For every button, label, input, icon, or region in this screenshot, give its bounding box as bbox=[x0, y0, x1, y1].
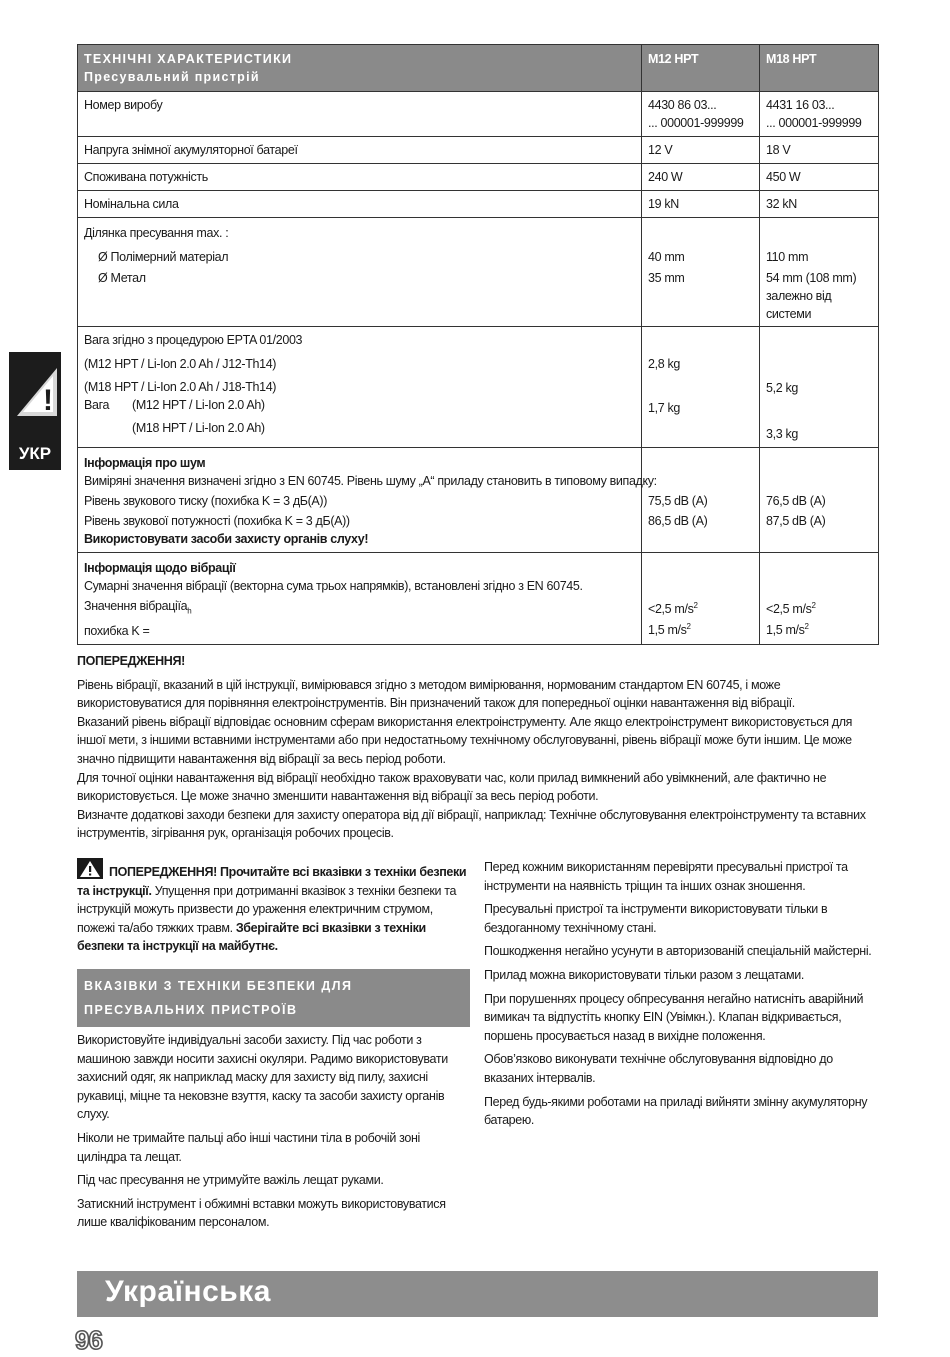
table-row bbox=[78, 92, 879, 137]
vibration-warning bbox=[77, 652, 877, 843]
m18-value: 87,5 dB (A) bbox=[766, 514, 826, 528]
m18-value: 4431 16 03... bbox=[766, 98, 835, 112]
list-item: Пресувальні пристрої та інструменти використовувати тільки в бездоганному технічному стані. bbox=[484, 902, 828, 935]
warning-triangle-icon bbox=[11, 360, 59, 420]
list-item: При порушеннях процесу обпресування негайно натисніть аварійний вимикач та відпустіть кнопку EIN (Увімкн.). Клапан відкривається, поршень просувається назад в вихідне положення. bbox=[484, 991, 864, 1043]
exponent: 2 bbox=[686, 622, 691, 632]
row-sublabel: Ø Полімерний матеріал bbox=[98, 250, 229, 264]
m18-value: <2,5 m/s bbox=[766, 602, 812, 617]
warning-text: Упущення при дотриманні вказівок з техніки безпеки та інструкцій можуть призвести до ураження електричним струмом, пожежі та/або тяжких травм. bbox=[77, 883, 457, 935]
warning-paragraph: Визначте додаткові заходи безпеки для захисту оператора від дії вібрації, наприклад: Технічне обслуговування електроінструменту та вставних інструментів, зігрівання рук, організація робочих процесів. bbox=[77, 807, 866, 841]
noise-intro: Виміряні значення визначені згідно з EN 60745. Рівень шуму „A“ приладу становить в типовому випадку: bbox=[84, 474, 657, 488]
row-sublabel: Значення вібраціїa bbox=[84, 599, 188, 613]
warning-paragraph: Рівень вібрації, вказаний в цій інструкції, вимірювався згідно з методом вимірювання, нормованим стандартом EN 60745, і може використовуватися для порівняння електроінструментів. Він призначений також для попередньої оцінки навантаження від вібрації. bbox=[77, 677, 795, 711]
row-sublabel: Ø Метал bbox=[98, 271, 146, 285]
list-item: Перед будь-якими роботами на приладі вийняти змінну акумуляторну батарею. bbox=[484, 1094, 868, 1128]
m12-value: <2,5 m/s bbox=[648, 602, 694, 617]
m12-value: 12 V bbox=[648, 143, 673, 157]
row-label: Споживана потужність bbox=[84, 170, 208, 184]
warning-icon bbox=[77, 858, 103, 879]
list-item: Перед кожним використанням перевіряти пресувальні пристрої та інструменти на наявність тріщин та інших ознак зношення. bbox=[484, 860, 848, 893]
warning-paragraph: Для точної оцінки навантаження від вібрації необхідно також враховувати час, коли прилад вимкнений або увімкнений, але фактично не використовується. Це може значно зменшити навантаження від вібрації за весь період роботи. bbox=[77, 770, 827, 804]
m12-value: 86,5 dB (A) bbox=[648, 514, 708, 528]
m12-value: 2,8 kg bbox=[648, 357, 680, 371]
m18-value: 32 kN bbox=[766, 197, 797, 211]
row-sublabel: Вага bbox=[84, 398, 110, 412]
list-item: Використовуйте індивідуальні засоби захисту. Під час роботи з машиною завжди носити захисні окуляри. Радимо використовувати захисний одяг, як наприклад маску для захисту від пилу, захисні рукавиці, міцне та нековзне взуття, каску та засоби захисту органів слуху. bbox=[77, 1032, 448, 1122]
list-item: Прилад можна використовувати тільки разом з лещатами. bbox=[484, 967, 804, 982]
row-sublabel: похибка K = bbox=[84, 623, 150, 638]
m12-value: 19 kN bbox=[648, 197, 679, 211]
subscript: h bbox=[187, 606, 192, 616]
row-sublabel: Рівень звукового тиску (похибка K = 3 дБ(A)) bbox=[84, 494, 328, 508]
row-label: Напруга знімної акумуляторної батареї bbox=[84, 143, 298, 157]
warning-paragraph: Вказаний рівень вібрації відповідає основним сферам використання електроінструменту. Але якщо електроінструмент використовується для іншої мети, з іншими вставними інструментами або при недостатньому технічному обслуговуванні, рівень вібрації може бути іншим. Це може значно підвищити навантаження від вібрації за весь період роботи. bbox=[77, 714, 853, 766]
m12-value: 1,7 kg bbox=[648, 401, 680, 415]
safety-right-column bbox=[484, 858, 876, 1135]
m18-value: 3,3 kg bbox=[766, 427, 798, 441]
row-label: Номер виробу bbox=[84, 98, 163, 112]
vibration-title: Інформація щодо вібрації bbox=[84, 561, 236, 575]
m12-value: 35 mm bbox=[648, 271, 685, 285]
table-header-row bbox=[78, 45, 879, 92]
page-number: 96 bbox=[75, 1325, 102, 1355]
exponent: 2 bbox=[811, 601, 816, 610]
m12-value: 1,5 m/s bbox=[648, 623, 687, 638]
list-item: Обов’язково виконувати технічне обслуговування відповідно до вказаних інтервалів. bbox=[484, 1052, 833, 1085]
language-side-tab bbox=[9, 352, 61, 470]
m18-value: системи bbox=[766, 307, 812, 321]
table-title: ТЕХНІЧНІ ХАРАКТЕРИСТИКИ bbox=[84, 52, 293, 66]
m18-value: 1,5 m/s bbox=[766, 623, 805, 638]
footer-title: Українська bbox=[105, 1275, 271, 1308]
m18-value: ... 000001-999999 bbox=[766, 116, 862, 130]
column-header-m18: M18 HPT bbox=[766, 52, 817, 66]
safety-left-column bbox=[77, 858, 470, 1237]
row-label: Вага згідно з процедурою EPTA 01/2003 bbox=[84, 333, 303, 347]
m12-value: 240 W bbox=[648, 170, 683, 184]
m18-value: 450 W bbox=[766, 170, 801, 184]
side-tab-label: УКР bbox=[18, 444, 52, 463]
m18-value: 18 V bbox=[766, 143, 791, 157]
table-subtitle: Пресувальний пристрій bbox=[84, 70, 260, 84]
warning-bold-text: ПОПЕРЕДЖЕННЯ! Прочитайте всі вказівки з техніки безпеки та інструкції. bbox=[77, 865, 467, 898]
row-label: Ділянка пресування max. : bbox=[84, 226, 229, 240]
table-row bbox=[78, 218, 879, 327]
warning-title: ПОПЕРЕДЖЕННЯ! bbox=[77, 654, 185, 668]
m12-value: ... 000001-999999 bbox=[648, 116, 744, 130]
vibration-intro: Сумарні значення вібрації (векторна сума трьох напрямків), встановлені згідно з EN 60745. bbox=[84, 579, 583, 593]
list-item: Ніколи не тримайте пальці або інші частини тіла в робочій зоні циліндра та лещат. bbox=[77, 1130, 420, 1164]
m18-value: 54 mm (108 mm) bbox=[766, 271, 857, 285]
noise-title: Інформація про шум bbox=[84, 456, 206, 470]
table-row bbox=[78, 137, 879, 164]
exponent: 2 bbox=[804, 622, 809, 632]
row-label: Номінальна сила bbox=[84, 197, 179, 211]
m12-value: 75,5 dB (A) bbox=[648, 494, 708, 508]
table-row bbox=[78, 191, 879, 218]
row-sublabel: (M18 HPT / Li-Ion 2.0 Ah / J18-Th14) bbox=[84, 380, 277, 394]
table-row bbox=[78, 448, 879, 553]
table-row bbox=[78, 553, 879, 645]
m12-value: 4430 86 03... bbox=[648, 98, 717, 112]
section-header: ВКАЗІВКИ З ТЕХНІКИ БЕЗПЕКИ ДЛЯ ПРЕСУВАЛЬНИХ ПРИСТРОЇВ bbox=[77, 969, 470, 1027]
row-sublabel: (M18 HPT / Li-Ion 2.0 Ah) bbox=[132, 421, 265, 435]
row-sublabel: Рівень звукової потужності (похибка K = 3 дБ(A)) bbox=[84, 514, 350, 528]
list-item: Під час пресування не утримуйте важіль лещат руками. bbox=[77, 1173, 384, 1188]
column-header-m12: M12 HPT bbox=[648, 52, 699, 66]
m18-value: 76,5 dB (A) bbox=[766, 494, 826, 508]
m18-value: 5,2 kg bbox=[766, 381, 798, 395]
m12-value: 40 mm bbox=[648, 250, 685, 264]
m18-value: залежно від bbox=[766, 289, 832, 303]
row-sublabel: (M12 HPT / Li-Ion 2.0 Ah / J12-Th14) bbox=[84, 357, 277, 371]
svg-text:!: ! bbox=[43, 384, 53, 417]
technical-data-table bbox=[77, 44, 879, 645]
list-item: Затискний інструмент і обжимні вставки можуть використовуватися лише кваліфікованим персоналом. bbox=[77, 1196, 446, 1230]
table-row bbox=[78, 164, 879, 191]
warning-keep-instructions: Зберігайте всі вказівки з техніки безпеки та інструкції на майбутнє. bbox=[77, 920, 426, 954]
list-item: Пошкодження негайно усунути в авторизованій спеціальній майстерні. bbox=[484, 944, 872, 959]
safety-warning bbox=[77, 858, 470, 956]
language-footer-bar bbox=[77, 1271, 878, 1317]
exponent: 2 bbox=[693, 601, 698, 610]
m18-value: 110 mm bbox=[766, 250, 809, 264]
row-sublabel: (M12 HPT / Li-Ion 2.0 Ah) bbox=[132, 398, 265, 412]
hearing-protection-note: Використовувати засоби захисту органів слуху! bbox=[84, 532, 369, 546]
table-row bbox=[78, 327, 879, 448]
